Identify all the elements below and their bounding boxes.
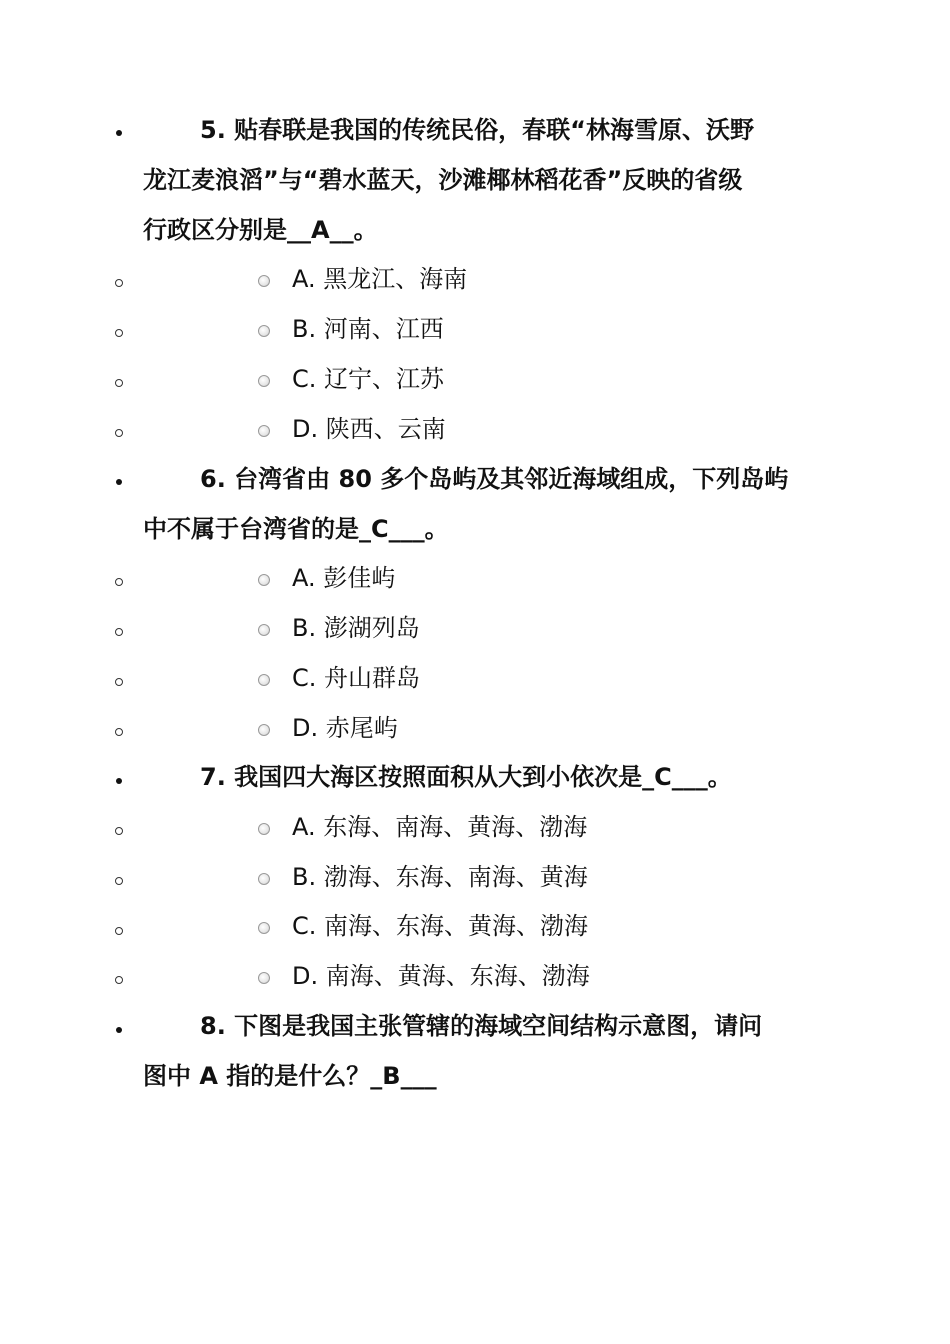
radio-icon[interactable] [258,624,270,636]
bullet-icon [114,1025,124,1035]
question-text-line: 6. 台湾省由 80 多个岛屿及其邻近海域组成，下列岛屿 [200,465,789,493]
option-label: D. 南海、黄海、东海、渤海 [292,962,590,990]
sub-bullet-icon [114,677,124,687]
sub-bullet-icon [114,826,124,836]
sub-bullet-icon [114,975,124,985]
sub-bullet-icon [114,926,124,936]
option-label: C. 辽宁、江苏 [292,365,445,393]
option-label: B. 渤海、东海、南海、黄海 [292,863,588,891]
sub-bullet-icon [114,876,124,886]
radio-icon[interactable] [258,674,270,686]
radio-icon[interactable] [258,425,270,437]
sub-bullet-icon [114,278,124,288]
radio-icon[interactable] [258,724,270,736]
question-text-line: 中不属于台湾省的是_C___。 [143,515,449,543]
option-label: B. 澎湖列岛 [292,614,420,642]
option-label: D. 陕西、云南 [292,415,446,443]
bullet-icon [114,477,124,487]
radio-icon[interactable] [258,922,270,934]
radio-icon[interactable] [258,325,270,337]
radio-icon[interactable] [258,873,270,885]
question-text-line: 5. 贴春联是我国的传统民俗，春联“林海雪原、沃野 [200,116,754,144]
option-label: B. 河南、江西 [292,315,444,343]
option-label: C. 南海、东海、黄海、渤海 [292,912,589,940]
sub-bullet-icon [114,328,124,338]
option-label: A. 东海、南海、黄海、渤海 [292,813,588,841]
option-label: A. 黑龙江、海南 [292,265,468,293]
question-text-line: 行政区分别是__A__。 [143,216,378,244]
radio-icon[interactable] [258,275,270,287]
radio-icon[interactable] [258,574,270,586]
question-text-line: 图中 A 指的是什么？_B___ [143,1062,437,1090]
question-text-line: 8. 下图是我国主张管辖的海域空间结构示意图，请问 [200,1012,763,1040]
question-text-line: 龙江麦浪滔”与“碧水蓝天，沙滩椰林稻花香”反映的省级 [143,166,743,194]
sub-bullet-icon [114,627,124,637]
radio-icon[interactable] [258,972,270,984]
sub-bullet-icon [114,727,124,737]
radio-icon[interactable] [258,375,270,387]
bullet-icon [114,776,124,786]
sub-bullet-icon [114,378,124,388]
option-label: D. 赤尾屿 [292,714,398,742]
option-label: C. 舟山群岛 [292,664,421,692]
question-text-line: 7. 我国四大海区按照面积从大到小依次是_C___。 [200,763,732,791]
bullet-icon [114,128,124,138]
option-label: A. 彭佳屿 [292,564,396,592]
sub-bullet-icon [114,428,124,438]
radio-icon[interactable] [258,823,270,835]
sub-bullet-icon [114,577,124,587]
